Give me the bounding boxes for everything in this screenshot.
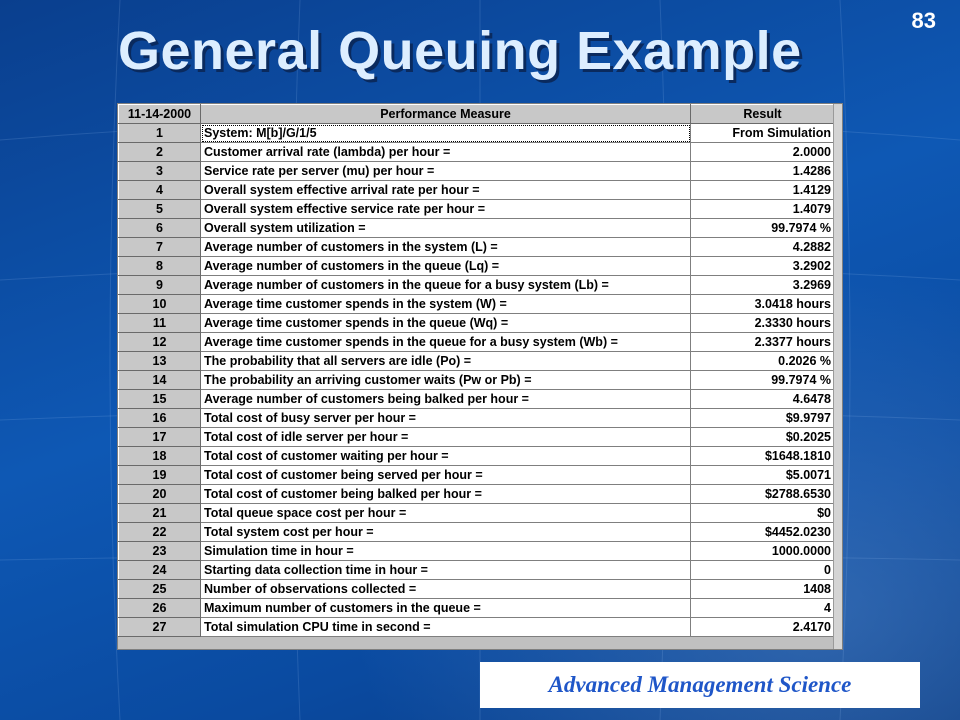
table-row — [119, 352, 835, 371]
vertical-scrollbar[interactable] — [833, 104, 842, 649]
table-row — [119, 485, 835, 504]
result-cell[interactable]: $0.2025 — [691, 428, 835, 447]
row-number-cell[interactable]: 13 — [119, 352, 201, 371]
table-header-row — [119, 105, 835, 124]
measure-cell[interactable]: Starting data collection time in hour = — [201, 561, 691, 580]
table-row — [119, 238, 835, 257]
table-row — [119, 276, 835, 295]
row-number-cell[interactable]: 16 — [119, 409, 201, 428]
measure-cell[interactable]: Average number of customers in the system (L) = — [201, 238, 691, 257]
table-row — [119, 314, 835, 333]
measure-cell[interactable]: Number of observations collected = — [201, 580, 691, 599]
measure-cell[interactable]: Average time customer spends in the queue for a busy system (Wb) = — [201, 333, 691, 352]
table-row — [119, 447, 835, 466]
measure-cell[interactable]: Average time customer spends in the system (W) = — [201, 295, 691, 314]
result-cell[interactable]: 1.4079 — [691, 200, 835, 219]
table-row — [119, 124, 835, 143]
row-number-cell[interactable]: 20 — [119, 485, 201, 504]
header-result[interactable]: Result — [691, 105, 835, 124]
measure-cell[interactable]: Overall system effective service rate per hour = — [201, 200, 691, 219]
result-cell[interactable]: 2.3377 hours — [691, 333, 835, 352]
table-row — [119, 333, 835, 352]
result-cell[interactable]: 2.0000 — [691, 143, 835, 162]
table-row — [119, 504, 835, 523]
result-cell[interactable]: 0 — [691, 561, 835, 580]
slide-title: General Queuing Example — [118, 21, 802, 81]
result-cell[interactable]: 4 — [691, 599, 835, 618]
header-performance-measure[interactable]: Performance Measure — [201, 105, 691, 124]
table-row — [119, 219, 835, 238]
result-cell[interactable]: 3.2969 — [691, 276, 835, 295]
measure-cell[interactable]: Total simulation CPU time in second = — [201, 618, 691, 637]
table-row — [119, 409, 835, 428]
table-row — [119, 466, 835, 485]
row-number-cell[interactable]: 1 — [119, 124, 201, 143]
measure-cell[interactable]: Overall system utilization = — [201, 219, 691, 238]
table-row — [119, 295, 835, 314]
measure-cell[interactable]: Overall system effective arrival rate per hour = — [201, 181, 691, 200]
result-cell[interactable]: $5.0071 — [691, 466, 835, 485]
measure-cell[interactable]: The probability an arriving customer waits (Pw or Pb) = — [201, 371, 691, 390]
table-row — [119, 371, 835, 390]
row-number-cell[interactable]: 9 — [119, 276, 201, 295]
measure-cell[interactable]: Total cost of customer being served per hour = — [201, 466, 691, 485]
measure-cell[interactable]: Average number of customers in the queue for a busy system (Lb) = — [201, 276, 691, 295]
row-number-cell[interactable]: 2 — [119, 143, 201, 162]
table-row — [119, 143, 835, 162]
result-cell[interactable]: 99.7974 % — [691, 371, 835, 390]
measure-cell[interactable]: Average time customer spends in the queue (Wq) = — [201, 314, 691, 333]
result-cell[interactable]: 3.0418 hours — [691, 295, 835, 314]
row-number-cell[interactable]: 23 — [119, 542, 201, 561]
result-cell[interactable]: 4.2882 — [691, 238, 835, 257]
measure-cell[interactable]: Average number of customers being balked per hour = — [201, 390, 691, 409]
table-row — [119, 523, 835, 542]
row-number-cell[interactable]: 26 — [119, 599, 201, 618]
footer-banner — [480, 662, 920, 708]
measure-cell[interactable]: Customer arrival rate (lambda) per hour = — [201, 143, 691, 162]
measure-cell[interactable]: Maximum number of customers in the queue = — [201, 599, 691, 618]
performance-table-window — [117, 103, 843, 650]
row-number-cell[interactable]: 3 — [119, 162, 201, 181]
result-cell[interactable]: From Simulation — [691, 124, 835, 143]
measure-cell[interactable]: Simulation time in hour = — [201, 542, 691, 561]
result-cell[interactable]: 1408 — [691, 580, 835, 599]
measure-cell[interactable]: Total cost of customer waiting per hour = — [201, 447, 691, 466]
table-row — [119, 162, 835, 181]
table-row — [119, 428, 835, 447]
row-number-cell[interactable]: 5 — [119, 200, 201, 219]
result-cell[interactable]: 1.4129 — [691, 181, 835, 200]
result-cell[interactable]: 0.2026 % — [691, 352, 835, 371]
table-body — [119, 124, 835, 637]
result-cell[interactable]: $9.9797 — [691, 409, 835, 428]
table-row — [119, 561, 835, 580]
measure-cell[interactable]: Service rate per server (mu) per hour = — [201, 162, 691, 181]
table-row — [119, 390, 835, 409]
result-cell[interactable]: 99.7974 % — [691, 219, 835, 238]
measure-cell[interactable]: Total cost of customer being balked per hour = — [201, 485, 691, 504]
table-row — [119, 257, 835, 276]
row-number-cell[interactable]: 7 — [119, 238, 201, 257]
table-row — [119, 542, 835, 561]
row-number-cell[interactable]: 4 — [119, 181, 201, 200]
measure-cell[interactable]: Total cost of busy server per hour = — [201, 409, 691, 428]
result-cell[interactable]: 1000.0000 — [691, 542, 835, 561]
result-cell[interactable]: 3.2902 — [691, 257, 835, 276]
footer-text: Advanced Management Science — [548, 672, 852, 697]
table-row — [119, 580, 835, 599]
measure-cell[interactable]: Average number of customers in the queue (Lq) = — [201, 257, 691, 276]
measure-cell[interactable]: Total system cost per hour = — [201, 523, 691, 542]
row-number-cell[interactable]: 11 — [119, 314, 201, 333]
row-number-cell[interactable]: 14 — [119, 371, 201, 390]
row-number-cell[interactable]: 25 — [119, 580, 201, 599]
row-number-cell[interactable]: 22 — [119, 523, 201, 542]
table-row — [119, 599, 835, 618]
row-number-cell[interactable]: 6 — [119, 219, 201, 238]
table-row — [119, 200, 835, 219]
header-date[interactable]: 11-14-2000 — [119, 105, 201, 124]
row-number-cell[interactable]: 10 — [119, 295, 201, 314]
table-row — [119, 181, 835, 200]
result-cell[interactable]: 1.4286 — [691, 162, 835, 181]
result-cell[interactable]: 2.4170 — [691, 618, 835, 637]
slide-number: 83 — [911, 8, 936, 33]
measure-cell[interactable]: Total queue space cost per hour = — [201, 504, 691, 523]
measure-cell[interactable]: System: M[b]/G/1/5 — [201, 124, 691, 143]
result-cell[interactable]: 2.3330 hours — [691, 314, 835, 333]
row-number-cell[interactable]: 17 — [119, 428, 201, 447]
row-number-cell[interactable]: 8 — [119, 257, 201, 276]
performance-table — [118, 104, 835, 637]
row-number-cell[interactable]: 18 — [119, 447, 201, 466]
row-number-cell[interactable]: 21 — [119, 504, 201, 523]
table-row — [119, 618, 835, 637]
row-number-cell[interactable]: 27 — [119, 618, 201, 637]
result-cell[interactable]: $2788.6530 — [691, 485, 835, 504]
result-cell[interactable]: $1648.1810 — [691, 447, 835, 466]
result-cell[interactable]: $4452.0230 — [691, 523, 835, 542]
row-number-cell[interactable]: 24 — [119, 561, 201, 580]
measure-cell[interactable]: The probability that all servers are idle (Po) = — [201, 352, 691, 371]
result-cell[interactable]: 4.6478 — [691, 390, 835, 409]
row-number-cell[interactable]: 19 — [119, 466, 201, 485]
row-number-cell[interactable]: 12 — [119, 333, 201, 352]
row-number-cell[interactable]: 15 — [119, 390, 201, 409]
result-cell[interactable]: $0 — [691, 504, 835, 523]
measure-cell[interactable]: Total cost of idle server per hour = — [201, 428, 691, 447]
